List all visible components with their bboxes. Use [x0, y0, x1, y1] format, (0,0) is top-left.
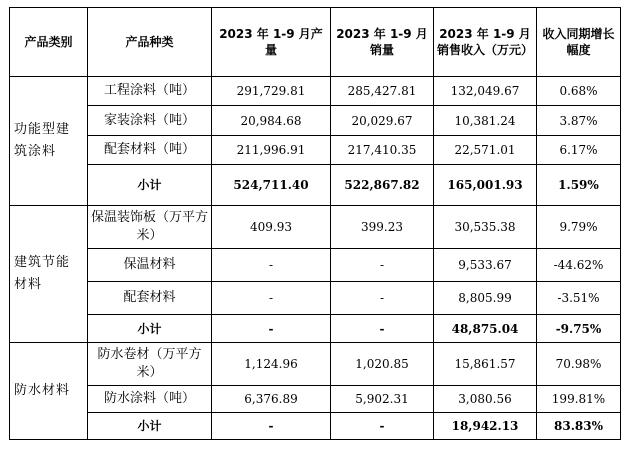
sales-cell: 5,902.31: [331, 386, 434, 413]
product-cell: 配套材料（吨）: [88, 136, 212, 165]
subtotal-sales: 522,867.82: [331, 165, 434, 206]
subtotal-sales: -: [331, 413, 434, 440]
revenue-cell: 3,080.56: [434, 386, 537, 413]
table-row: [10, 343, 621, 386]
product-cell: 工程涂料（吨）: [88, 77, 212, 106]
subtotal-sales: -: [331, 315, 434, 343]
product-cell: 保温装饰板（万平方米）: [88, 206, 212, 249]
table-row: [10, 136, 621, 165]
table-header-row: [10, 8, 621, 77]
table-row: [10, 106, 621, 136]
revenue-cell: 15,861.57: [434, 343, 537, 386]
sales-cell: -: [331, 249, 434, 282]
growth-cell: -44.62%: [537, 249, 621, 282]
subtotal-growth: -9.75%: [537, 315, 621, 343]
subtotal-revenue: 18,942.13: [434, 413, 537, 440]
production-cell: 1,124.96: [212, 343, 331, 386]
production-sales-table: [9, 7, 621, 440]
header-category: 产品类别: [10, 8, 88, 77]
production-cell: 6,376.89: [212, 386, 331, 413]
revenue-cell: 8,805.99: [434, 282, 537, 315]
header-revenue: 2023 年 1-9 月销售收入（万元）: [434, 8, 537, 77]
table-row: [10, 282, 621, 315]
subtotal-production: -: [212, 315, 331, 343]
table-row: [10, 249, 621, 282]
growth-cell: 9.79%: [537, 206, 621, 249]
production-cell: 211,996.91: [212, 136, 331, 165]
production-cell: -: [212, 282, 331, 315]
production-cell: 409.93: [212, 206, 331, 249]
subtotal-row: [10, 315, 621, 343]
header-sales-volume: 2023 年 1-9 月销量: [331, 8, 434, 77]
category-cell: 功能型建筑涂料: [10, 77, 88, 206]
product-cell: 防水卷材（万平方米）: [88, 343, 212, 386]
sales-cell: 217,410.35: [331, 136, 434, 165]
product-cell: 保温材料: [88, 249, 212, 282]
header-growth: 收入同期增长幅度: [537, 8, 621, 77]
revenue-cell: 22,571.01: [434, 136, 537, 165]
production-cell: 20,984.68: [212, 106, 331, 136]
subtotal-label: 小计: [88, 165, 212, 206]
sales-cell: 20,029.67: [331, 106, 434, 136]
growth-cell: 3.87%: [537, 106, 621, 136]
table-row: [10, 77, 621, 106]
growth-cell: 199.81%: [537, 386, 621, 413]
subtotal-revenue: 165,001.93: [434, 165, 537, 206]
production-cell: -: [212, 249, 331, 282]
subtotal-label: 小计: [88, 315, 212, 343]
subtotal-row: [10, 165, 621, 206]
revenue-cell: 9,533.67: [434, 249, 537, 282]
growth-cell: 6.17%: [537, 136, 621, 165]
revenue-cell: 10,381.24: [434, 106, 537, 136]
product-cell: 配套材料: [88, 282, 212, 315]
sales-cell: 1,020.85: [331, 343, 434, 386]
subtotal-production: -: [212, 413, 331, 440]
sales-cell: 399.23: [331, 206, 434, 249]
growth-cell: -3.51%: [537, 282, 621, 315]
product-cell: 防水涂料（吨）: [88, 386, 212, 413]
subtotal-revenue: 48,875.04: [434, 315, 537, 343]
subtotal-row: [10, 413, 621, 440]
product-cell: 家装涂料（吨）: [88, 106, 212, 136]
table-row: [10, 386, 621, 413]
production-cell: 291,729.81: [212, 77, 331, 106]
revenue-cell: 132,049.67: [434, 77, 537, 106]
growth-cell: 70.98%: [537, 343, 621, 386]
subtotal-label: 小计: [88, 413, 212, 440]
subtotal-growth: 83.83%: [537, 413, 621, 440]
category-cell: 建筑节能材料: [10, 206, 88, 343]
header-production: 2023 年 1-9 月产量: [212, 8, 331, 77]
header-product: 产品种类: [88, 8, 212, 77]
subtotal-production: 524,711.40: [212, 165, 331, 206]
sales-cell: 285,427.81: [331, 77, 434, 106]
subtotal-growth: 1.59%: [537, 165, 621, 206]
category-cell: 防水材料: [10, 343, 88, 440]
revenue-cell: 30,535.38: [434, 206, 537, 249]
growth-cell: 0.68%: [537, 77, 621, 106]
table-row: [10, 206, 621, 249]
sales-cell: -: [331, 282, 434, 315]
